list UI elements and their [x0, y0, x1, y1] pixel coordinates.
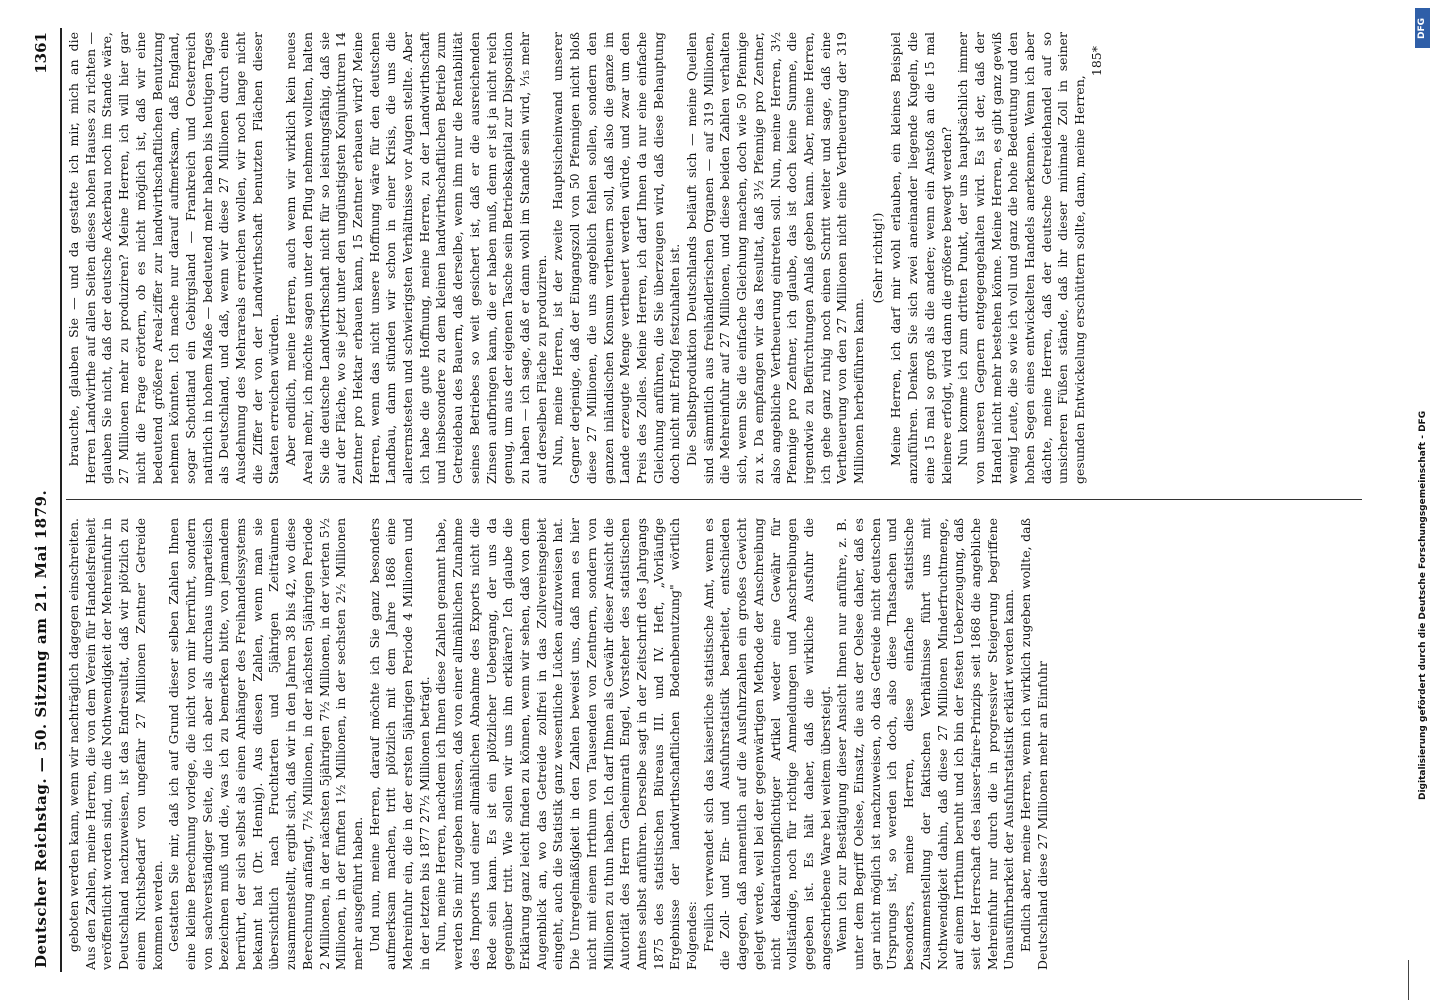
paragraph: Gestatten Sie mir, daß ich auf Grund dieser selben Zahlen Ihnen eine kleine Berechnung vorlege, die nicht von mir herrührt, sondern von sachverständiger Seite, die ich aber als durchaus unparteiisch bezeichnen muß und die, was ich zu bemerken bitte, von jemandem herrührt, der sich selbst als einen Anhänger des Freihandelssystems bekannt hat (Dr. Hennig). Aus diesen Zahlen, wenn man sie übersichtlich nach Fruchtarten und 5jährigen Zeiträumen zusammenstellt, ergibt sich, daß wir in den Jahren 38 bis 42, wo diese Berechnung anfängt, 7½ Millionen, in der nächsten 5jährigen Periode 2 Millionen, in der nächsten 5jährigen 7½ Millionen, in der vierten 5½ Millionen, in der fünften 1½ Millionen, in der sechsten 2½ Millionen mehr ausgeführt haben.: [166, 518, 365, 970]
paragraph: Nun komme ich zum dritten Punkt, der uns hauptsächlich immer von unseren Gegnern entgegengehalten wird. Es ist der, daß der Handel nicht mehr bestehen könne. Meine Herren, es gibt ganz gewiß wenig Leute, die so wie ich voll und ganz die hohe Bedeutung und den hohen Segen eines entwickelten Handels anerkennen. Wenn ich aber dächte, meine Herren, daß der deutsche Getreidehandel auf so unsicheren Füßen stände, daß ihr dieser minimale Zoll in seiner gesunden Entwickelung erschüttern sollte, dann, meine Herren,: [955, 32, 1088, 484]
margin-line: [1408, 960, 1409, 1000]
page-header-title: Deutscher Reichstag. — 50. Sitzung am 21. Mai 1879.: [32, 489, 50, 968]
sheet-signature: 185*: [1088, 46, 1104, 77]
column-divider: [66, 499, 1362, 500]
page-number: 1361: [32, 32, 50, 74]
page-header: [22, 20, 62, 980]
text-column-left: [66, 518, 1366, 970]
paragraph: Meine Herren, ich darf mir wohl erlauben, ein kleines Beispiel anzuführen. Denken Sie sich zwei aneinander liegende Kugeln, die eine 15 mal so groß als die andere; wenn ein Anstoß an die 15 mal kleinere erfolgt, wird dann die größere bewegt werden?: [888, 32, 954, 484]
header-rule: [60, 28, 62, 972]
text-column-right: [66, 32, 1366, 484]
paragraph: Nun, meine Herren, nachdem ich Ihnen diese Zahlen genannt habe, werden Sie mir zugeben müssen, daß von einer allmählichen Zunahme des Imports und einer allmählichen Abnahme des Exports nicht die Rede sein kann. Es ist ein plötzlicher Uebergang, der uns da gegenüber tritt. Wie sollen wir uns ihn erklären? Ich glaube die Erklärung ganz leicht finden zu können, wenn wir sehen, daß von dem Augenblick an, wo das Getreide zollfrei in das Zollvereinsgebiet eingeht, auch die Statistik ganz wesentliche Lücken aufzuweisen hat. Die Unregelmäßigkeit in den Zahlen beweist uns, daß man es hier nicht mit einem Irrthum von Tausenden von Zentnern, sondern von Millionen zu thun haben. Ich darf Ihnen als Gewähr dieser Ansicht die Autorität des Herrn Geheimrath Engel, Vorsteher des statistischen Amtes selbst anführen. Derselbe sagt in der Zeitschrift des Jahrgangs 1875 des statistischen Büreaus III. und IV. Heft, „Vorläufige Ergebnisse der landwirthschaftlichen Bodenbenutzung" wörtlich Folgendes:: [433, 518, 700, 970]
interjection: (Sehr richtig!): [869, 212, 885, 304]
paragraph: Nun, meine Herren, ist der zweite Hauptsicheinwand unserer Gegner derjenige, daß der Eingangszoll von 50 Pfennigen nicht bloß diese 27 Millionen, die uns angeblich fehlen sollen, sondern den ganzen inländischen Konsum vertheuern soll, daß also die ganze im Lande erzeugte Menge vertheuert werden würde, und zwar um den Preis des Zolles. Meine Herren, ich darf Ihnen da nur eine einfache Gleichung anführen, die Sie überzeugen wird, daß diese Behauptung doch nicht mit Erfolg festzuhalten ist.: [550, 32, 683, 484]
paragraph: geboten werden kann, wenn wir nachträglich dagegen einschreiten. Aus den Zahlen, meine Herren, die von dem Verein für Handelsfreiheit veröffentlicht worden sind, um die Nothwendigkeit der Mehreinfuhr in Deutschland nachzuweisen, ist das Endresultat, daß wir plötzlich zu einem Nichtsbedarf von ungefähr 27 Millionen Zentner Getreide kommen werden.: [66, 518, 165, 970]
paragraph: Freilich verwendet sich das kaiserliche statistische Amt, wenn es die Zoll- und Ein- und Ausfuhrstatistik bearbeitet, entschieden dagegen, daß namentlich auf die Ausfuhrzahlen ein großes Gewicht gelegt werde, weil bei der gegenwärtigen Methode der Anschreibung nicht deklarationspflichtiger Artikel weder eine Gewähr für vollständige, noch für richtige Anmeldungen und Anschreibungen gegeben ist. Es hält daher, daß die wirkliche Ausfuhr die angeschriebene Ware bei weitem übersteigt.: [700, 518, 833, 970]
paragraph: Endlich aber, meine Herren, wenn ich wirklich zugeben wollte, daß Deutschland diese 27 Millionen mehr an Einfuhr: [1018, 518, 1050, 970]
digitization-note-text: Digitalisierung gefördert durch die Deutsche Forschungsgemeinschaft - DFG: [1418, 410, 1428, 800]
paragraph: brauchte, glauben Sie — und da gestatte ich mir, mich an die Herren Landwirthe auf allen Seiten dieses hohen Hauses zu richten — glauben Sie nicht, daß der deutsche Ackerbau noch im Stande wäre, 27 Millionen mehr zu produziren? Meine Herren, ich will hier gar nicht die Frage erörtern, ob es nicht möglich ist, daß wir eine bedeutend größere Areal-ziffer zur landwirthschaftlichen Benutzung nehmen könnten. Ich mache nur darauf aufmerksam, daß England, sogar Schottland ein Gebirgsland — Frankreich und Oesterreich natürlich in hohem Maße — bedeutend mehr haben bis heutigen Tages als Deutschland, und daß, wenn wir diese 27 Millionen durch eine Ausdehnung des Mehrareals erreichen wollen, wir noch lange nicht die Ziffer der von der Landwirthschaft benutzten Flächen dieser Staaten erreichen würden.: [66, 32, 282, 484]
paragraph: Aber endlich, meine Herren, auch wenn wir wirklich kein neues Areal mehr, ich möchte sagen unter den Pflug nehmen wollten, halten Sie die deutsche Landwirthschaft nicht für so leistungsfähig, daß sie auf der Fläche, wo sie jetzt unter den ungünstigsten Konjunkturen 14 Zentner pro Hektar erbauen kann, 15 Zentner erbauen wird? Meine Herren, wenn das nicht unsere Hoffnung wäre für den deutschen Landbau, dann stünden wir schon in einer Krisis, die uns die allerernstesten und schwierigsten Verhältnisse vor Augen stellte. Aber ich habe die gute Hoffnung, meine Herren, zu der Landwirthschaft und insbesondere zu dem kleinen landwirthschaftlichen Betrieb zum Getreidebau des Bauern, daß derselbe, wenn ihm nur die Rentabilität seines Betriebes so weit gesichert ist, daß er die ausreichenden Zinsen aufbringen kann, die er haben muß, denn er ist ja nicht reich genug, um aus der eigenen Tasche sein Betriebskapital zur Disposition zu haben — ich sage, daß er dann wohl im Stande sein wird, ⅟₁₅ mehr auf derselben Fläche zu produziren.: [283, 32, 549, 484]
digitization-note: [1418, 0, 1432, 980]
paragraph: Wenn ich zur Bestätigung dieser Ansicht Ihnen nur anführe, z. B. unter dem Begriff Oelsee, Einsatz, die aus der Oelsee daher, daß es gar nicht möglich ist nachzuweisen, ob das Getreide nicht deutschen Ursprungs ist, so werden ich doch, also diese Thatsachen und besonders, meine Herren, diese einfache statistische Zusammenstellung der faktischen Verhältnisse führt uns mit Nothwendigkeit dahin, daß diese 27 Millionen Minderfruchtmenge, auf einem Irrthum beruht und ich bin der festen Ueberzeugung, daß seit der Herrschaft des laisser-faire-Prinzips seit 1868 die angebliche Mehreinfuhr nur durch die in progressiver Steigerung begriffene Unausführbarkeit der Ausfuhrstatistik erklärt werden kann.: [834, 518, 1017, 970]
paragraph: Die Selbstproduktion Deutschlands beläuft sich — meine Quellen sind sämmtlich aus freihändlerischen Organen — auf 319 Millionen, die Mehreinfuhr auf 27 Millionen, und diese beiden Zahlen verhalten sich, wenn Sie die einfache Gleichung machen, doch wie 50 Pfennige zu x. Da empfangen wir das Resultat, daß 3½ Pfennige pro Zentner, also angebliche Vertheuerung eintreten soll. Nun, meine Herren, 3½ Pfennige pro Zentner, ich glaube, das ist doch keine Summe, die irgendwie zu Befürchtungen Anlaß geben kann. Aber, meine Herren, ich gehe ganz ruhig noch einen Schritt weiter und sage, daß eine Vertheuerung von den 27 Millionen nicht eine Vertheuerung der 319 Millionen herbeiführen kann.: [684, 32, 867, 484]
paragraph: Und nun, meine Herren, darauf möchte ich Sie ganz besonders aufmerksam machen, tritt plötzlich mit dem Jahre 1868 eine Mehreinfuhr ein, die in der ersten 5jährigen Periode 4 Millionen und in der letzten bis 1877 27½ Millionen beträgt.: [366, 518, 432, 970]
dfg-logo: DFG: [1415, 8, 1430, 48]
rotated-page: [22, 20, 1412, 980]
